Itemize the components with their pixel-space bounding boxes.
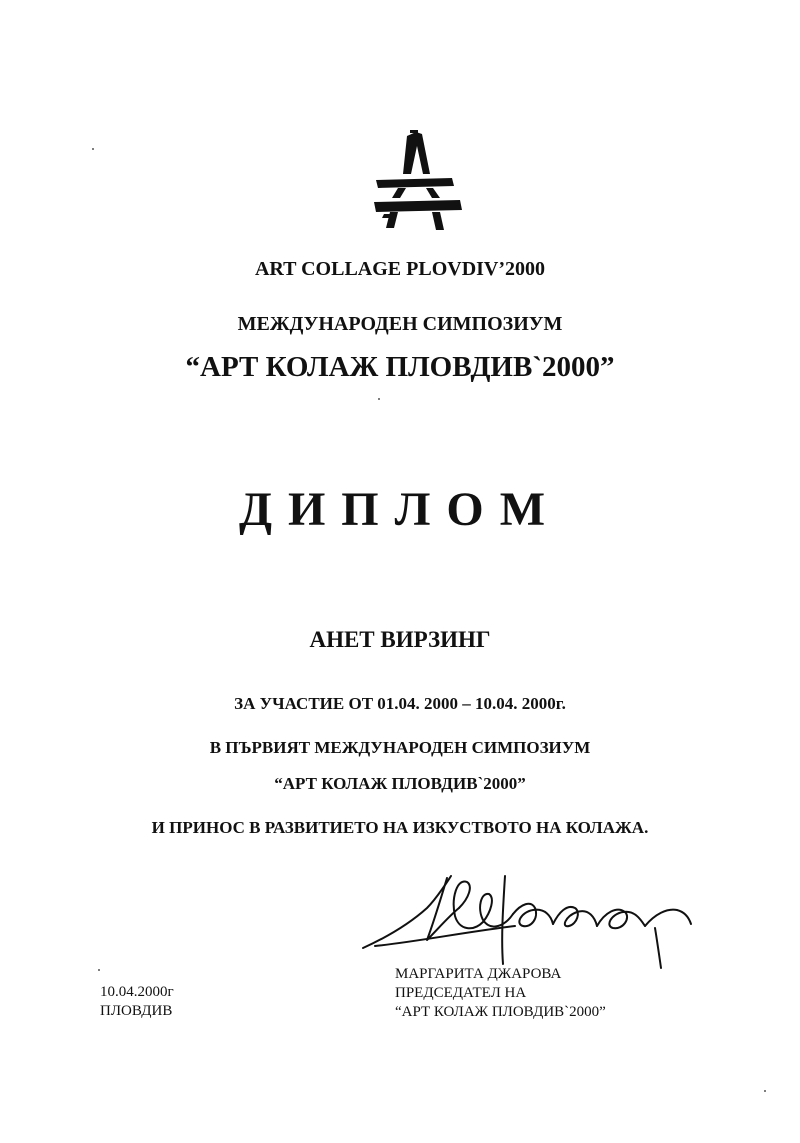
contribution-line: И ПРИНОС В РАЗВИТИЕТО НА ИЗКУСТВОТО НА КОЛАЖА. — [151, 818, 649, 837]
signer-org: “АРТ КОЛАЖ ПЛОВДИВ`2000” — [395, 1004, 606, 1020]
org-english-title: ART COLLAGE PLOVDIV’2000 — [254, 258, 546, 280]
issue-city: ПЛОВДИВ — [100, 1003, 173, 1019]
recipient-name: АНЕТ ВИРЗИНГ — [309, 627, 491, 652]
symposium-line: В ПЪРВИЯТ МЕЖДУНАРОДЕН СИМПОЗИУМ — [209, 738, 591, 757]
org-symposium-name: “АРТ КОЛАЖ ПЛОВДИВ`2000” — [185, 351, 615, 383]
diploma-title: ДИПЛОМ — [238, 483, 562, 536]
art-collage-logo-icon — [370, 128, 466, 234]
symposium-name: “АРТ КОЛАЖ ПЛОВДИВ`2000” — [274, 774, 526, 793]
signer-name: МАРГАРИТА ДЖАРОВА — [395, 966, 562, 982]
issue-date: 10.04.2000г — [100, 984, 174, 1000]
paper-speck — [378, 398, 380, 400]
signer-block — [395, 965, 606, 1022]
signer-role: ПРЕДСЕДАТЕЛ НА — [395, 985, 527, 1001]
paper-speck — [92, 148, 94, 150]
paper-speck — [764, 1090, 766, 1092]
org-symposium-label: МЕЖДУНАРОДЕН СИМПОЗИУМ — [237, 313, 563, 335]
participation-dates: ЗА УЧАСТИЕ ОТ 01.04. 2000 – 10.04. 2000г. — [234, 694, 566, 713]
issue-date-block — [100, 983, 174, 1021]
paper-speck — [98, 969, 100, 971]
